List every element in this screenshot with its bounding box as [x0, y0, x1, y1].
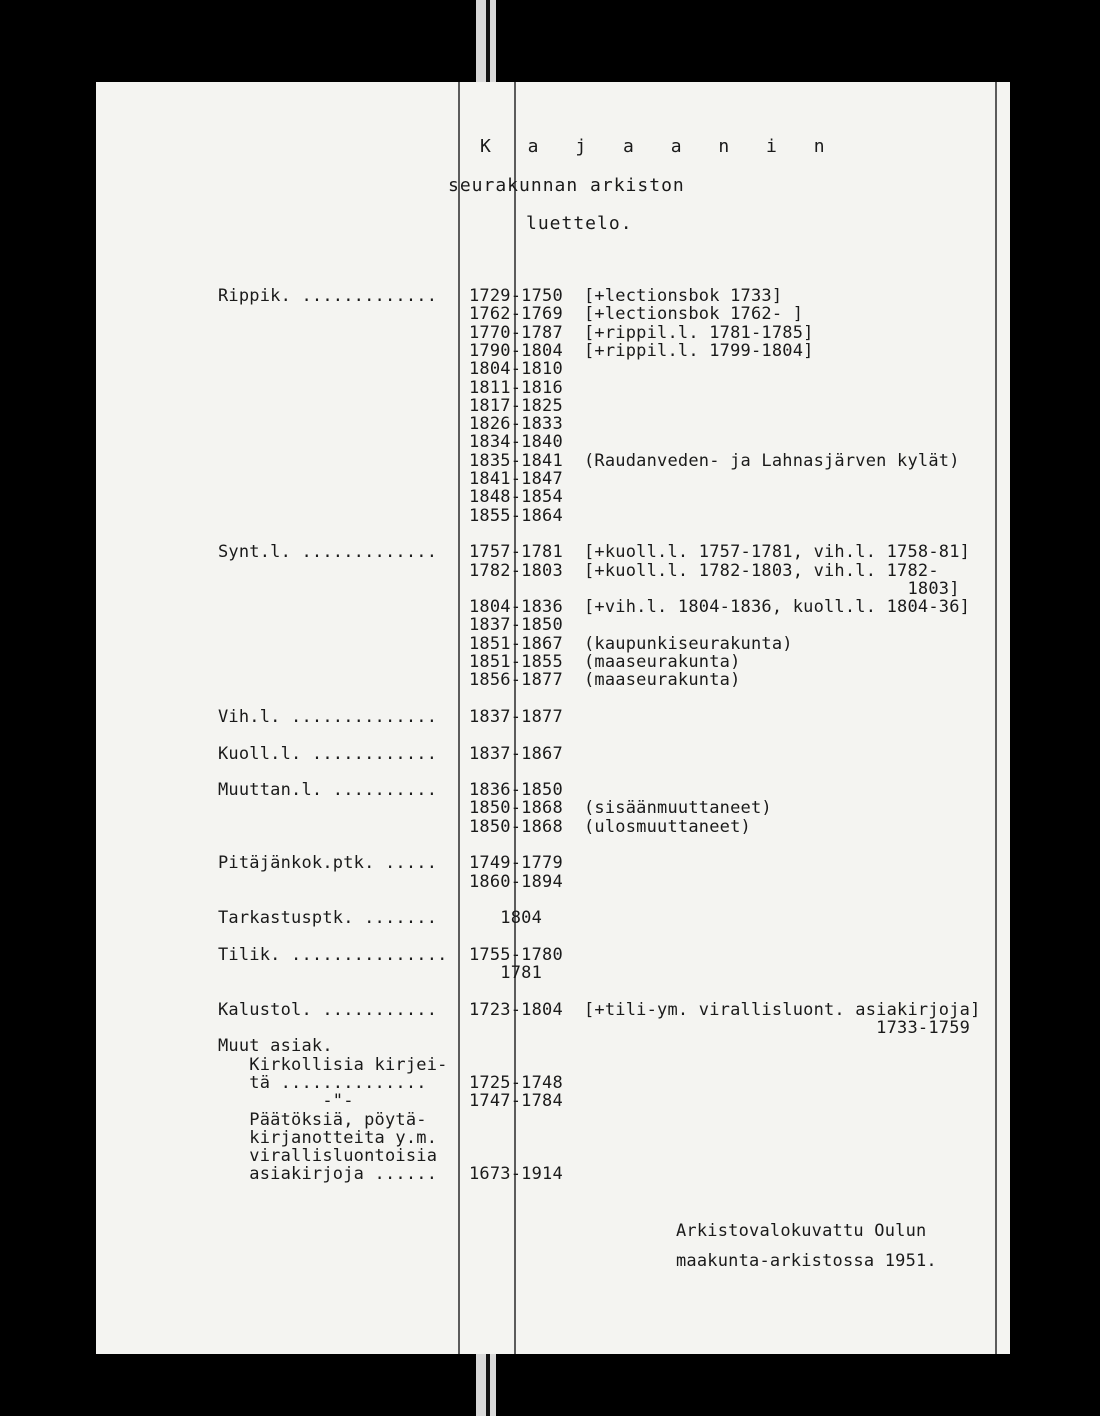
row-years: 1860-1894	[469, 871, 563, 892]
film-edge-bottom-line	[486, 1354, 490, 1416]
row-years: 1856-1877	[469, 670, 563, 691]
row-years: 1837-1877	[469, 706, 563, 727]
row-years: 1804	[469, 908, 543, 929]
footer-line-2: maakunta-arkistossa 1951.	[676, 1251, 937, 1271]
row-years: 1755-1780	[469, 944, 563, 965]
row-years: 1841-1847	[469, 469, 563, 489]
row-label: Muut asiak.	[218, 1036, 333, 1057]
row-years: 1770-1787	[469, 322, 563, 343]
document-title: K a j a a n i n	[480, 136, 838, 157]
row-note: [+lectionsbok 1733]	[584, 286, 783, 306]
row-label: -"-	[218, 1091, 354, 1112]
row-note: [+kuoll.l. 1782-1803, vih.l. 1782-	[584, 560, 939, 581]
row-note: (sisäänmuuttaneet)	[584, 798, 772, 819]
row-years: 1834-1840	[469, 432, 563, 453]
row-years: 1723-1804	[469, 999, 563, 1020]
row-years: 1850-1868	[469, 816, 563, 837]
row-note: (ulosmuuttaneet)	[584, 816, 751, 837]
row-years: 1762-1769	[469, 304, 563, 325]
row-label: Synt.l. .............	[218, 542, 438, 563]
row-label: Tilik. ...............	[218, 944, 448, 965]
row-years: 1782-1803	[469, 560, 563, 581]
row-label: kirjanotteita y.m.	[218, 1127, 438, 1148]
row-note: [+lectionsbok 1762- ]	[584, 304, 804, 325]
row-years: 1836-1850	[469, 780, 563, 801]
row-years: 1851-1867	[469, 633, 563, 654]
row-note: 1733-1759	[584, 1018, 971, 1038]
row-label: Tarkastusptk. .......	[218, 908, 438, 929]
row-note: [+kuoll.l. 1757-1781, vih.l. 1758-81]	[584, 542, 971, 563]
row-label: Kuoll.l. ............	[218, 743, 438, 764]
row-years: 1837-1850	[469, 615, 563, 636]
row-note: (maaseurakunta)	[584, 670, 741, 691]
row-years: 1851-1855	[469, 652, 563, 672]
row-years: 1804-1836	[469, 597, 563, 618]
row-note: (maaseurakunta)	[584, 652, 741, 672]
row-years: 1848-1854	[469, 487, 563, 508]
document-subtitle: seurakunnan arkiston	[448, 175, 685, 196]
row-note: (kaupunkiseurakunta)	[584, 633, 793, 654]
row-label: Rippik. .............	[218, 286, 438, 306]
row-years: 1855-1864	[469, 505, 563, 526]
row-years: 1747-1784	[469, 1091, 563, 1112]
row-years: 1790-1804	[469, 340, 563, 361]
film-edge-top-line	[486, 0, 490, 82]
row-note: [+tili-ym. virallisluont. asiakirjoja]	[584, 999, 981, 1020]
row-note: [+rippil.l. 1799-1804]	[584, 340, 814, 361]
row-label: Kalustol. ...........	[218, 999, 438, 1020]
row-label: Muuttan.l. ..........	[218, 780, 438, 801]
row-years: 1817-1825	[469, 395, 563, 416]
row-years: 1781	[469, 963, 543, 984]
row-label: virallisluontoisia	[218, 1146, 438, 1167]
row-years: 1850-1868	[469, 798, 563, 819]
footer-line-1: Arkistovalokuvattu Oulun	[676, 1221, 927, 1241]
row-note: 1803]	[584, 578, 960, 599]
row-label: tä ..............	[218, 1072, 427, 1093]
row-note: [+rippil.l. 1781-1785]	[584, 322, 814, 343]
row-years: 1811-1816	[469, 377, 563, 398]
row-years: 1725-1748	[469, 1072, 563, 1093]
row-label: asiakirjoja ......	[218, 1164, 438, 1185]
row-years: 1749-1779	[469, 853, 563, 874]
row-years: 1835-1841	[469, 450, 563, 471]
row-label: Pitäjänkok.ptk. .....	[218, 853, 438, 874]
row-years: 1826-1833	[469, 414, 563, 435]
row-years: 1804-1810	[469, 359, 563, 380]
row-note: [+vih.l. 1804-1836, kuoll.l. 1804-36]	[584, 597, 971, 618]
row-years: 1729-1750	[469, 286, 563, 306]
scan-line	[458, 82, 460, 1354]
row-note: (Raudanveden- ja Lahnasjärven kylät)	[584, 450, 960, 471]
row-years: 1757-1781	[469, 542, 563, 563]
row-years: 1837-1867	[469, 743, 563, 764]
document-page	[96, 82, 1010, 1354]
row-label: Kirkollisia kirjei-	[218, 1054, 448, 1075]
document-subtitle-2: luettelo.	[526, 213, 633, 234]
row-years: 1673-1914	[469, 1164, 563, 1185]
row-label: Päätöksiä, pöytä-	[218, 1109, 427, 1130]
scan-line	[995, 82, 997, 1354]
row-label: Vih.l. ..............	[218, 706, 438, 727]
